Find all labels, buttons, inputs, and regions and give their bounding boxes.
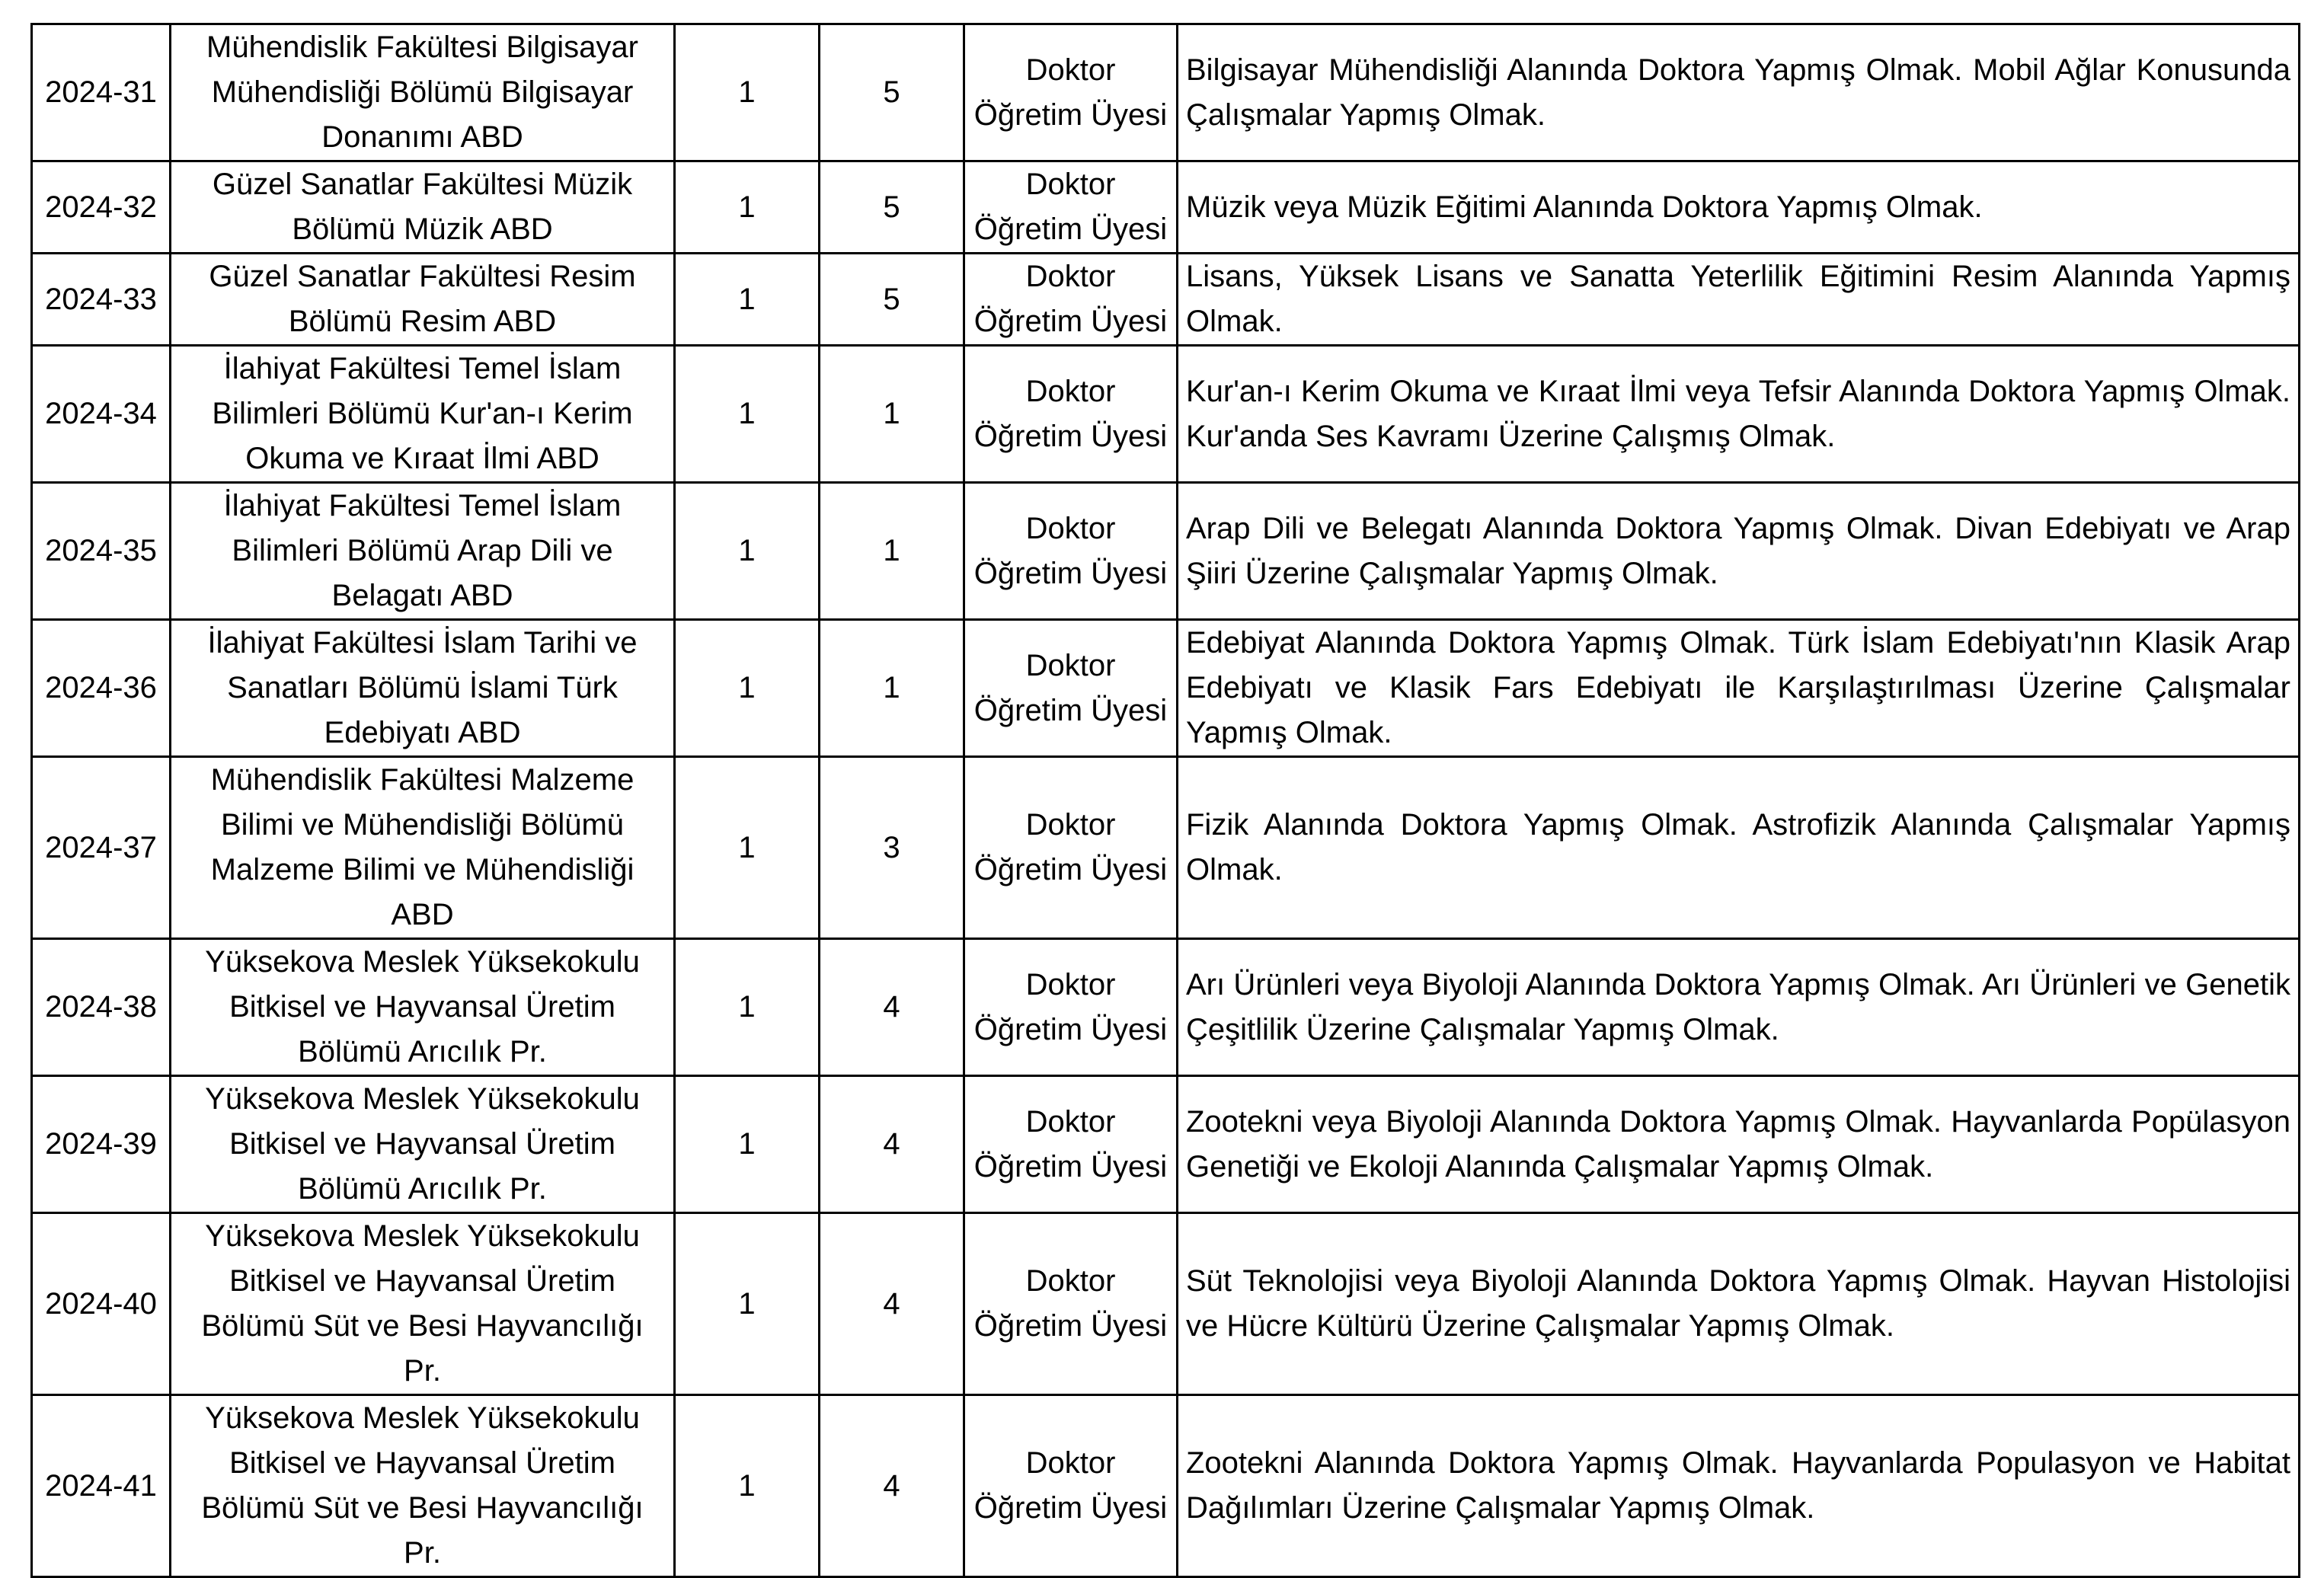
position-code: 2024-38 (32, 939, 171, 1076)
table-row (32, 24, 2300, 161)
position-degree: 4 (820, 1213, 964, 1395)
position-count: 1 (675, 1213, 820, 1395)
position-title: Doktor Öğretim Üyesi (964, 757, 1178, 939)
position-code: 2024-33 (32, 254, 171, 346)
position-title: Doktor Öğretim Üyesi (964, 24, 1178, 161)
position-count: 1 (675, 24, 820, 161)
position-title: Doktor Öğretim Üyesi (964, 483, 1178, 620)
unit-name: Mühendislik Fakültesi Malzeme Bilimi ve Mühendisliği Bölümü Malzeme Bilimi ve Mühendisliği ABD (171, 757, 675, 939)
position-degree: 5 (820, 254, 964, 346)
table-row (32, 254, 2300, 346)
position-degree: 1 (820, 483, 964, 620)
position-requirement: Lisans, Yüksek Lisans ve Sanatta Yeterlilik Eğitimini Resim Alanında Yapmış Olmak. (1178, 254, 2300, 346)
table-row (32, 620, 2300, 757)
position-title: Doktor Öğretim Üyesi (964, 620, 1178, 757)
position-requirement: Zootekni veya Biyoloji Alanında Doktora Yapmış Olmak. Hayvanlarda Popülasyon Genetiği ve Ekoloji Alanında Çalışmalar Yapmış Olmak. (1178, 1076, 2300, 1213)
position-count: 1 (675, 483, 820, 620)
unit-name: Yüksekova Meslek Yüksekokulu Bitkisel ve Hayvansal Üretim Bölümü Süt ve Besi Hayvancılığı Pr. (171, 1395, 675, 1577)
position-listing-table (30, 23, 2300, 1578)
position-count: 1 (675, 939, 820, 1076)
position-code: 2024-32 (32, 161, 171, 254)
table-row (32, 939, 2300, 1076)
position-requirement: Süt Teknolojisi veya Biyoloji Alanında Doktora Yapmış Olmak. Hayvan Histolojisi ve Hücre Kültürü Üzerine Çalışmalar Yapmış Olmak. (1178, 1213, 2300, 1395)
position-title: Doktor Öğretim Üyesi (964, 1395, 1178, 1577)
position-code: 2024-37 (32, 757, 171, 939)
unit-name: İlahiyat Fakültesi İslam Tarihi ve Sanatları Bölümü İslami Türk Edebiyatı ABD (171, 620, 675, 757)
position-requirement: Edebiyat Alanında Doktora Yapmış Olmak. Türk İslam Edebiyatı'nın Klasik Arap Edebiyatı ve Klasik Fars Edebiyatı ile Karşılaştırılması Üzerine Çalışmalar Yapmış Olmak. (1178, 620, 2300, 757)
position-count: 1 (675, 1395, 820, 1577)
position-code: 2024-35 (32, 483, 171, 620)
table-row (32, 161, 2300, 254)
position-degree: 5 (820, 161, 964, 254)
position-degree: 1 (820, 620, 964, 757)
position-title: Doktor Öğretim Üyesi (964, 346, 1178, 483)
position-count: 1 (675, 757, 820, 939)
position-degree: 4 (820, 1395, 964, 1577)
position-degree: 5 (820, 24, 964, 161)
position-title: Doktor Öğretim Üyesi (964, 161, 1178, 254)
table-row (32, 1213, 2300, 1395)
position-requirement: Arap Dili ve Belegatı Alanında Doktora Yapmış Olmak. Divan Edebiyatı ve Arap Şiiri Üzerine Çalışmalar Yapmış Olmak. (1178, 483, 2300, 620)
table-row (32, 1076, 2300, 1213)
position-code: 2024-40 (32, 1213, 171, 1395)
position-code: 2024-34 (32, 346, 171, 483)
table-row (32, 757, 2300, 939)
position-requirement: Müzik veya Müzik Eğitimi Alanında Doktora Yapmış Olmak. (1178, 161, 2300, 254)
unit-name: Güzel Sanatlar Fakültesi Müzik Bölümü Müzik ABD (171, 161, 675, 254)
position-title: Doktor Öğretim Üyesi (964, 939, 1178, 1076)
position-degree: 4 (820, 939, 964, 1076)
unit-name: İlahiyat Fakültesi Temel İslam Bilimleri Bölümü Kur'an-ı Kerim Okuma ve Kıraat İlmi ABD (171, 346, 675, 483)
unit-name: Yüksekova Meslek Yüksekokulu Bitkisel ve Hayvansal Üretim Bölümü Arıcılık Pr. (171, 939, 675, 1076)
position-requirement: Arı Ürünleri veya Biyoloji Alanında Doktora Yapmış Olmak. Arı Ürünleri ve Genetik Çeşitlilik Üzerine Çalışmalar Yapmış Olmak. (1178, 939, 2300, 1076)
position-degree: 1 (820, 346, 964, 483)
position-title: Doktor Öğretim Üyesi (964, 1213, 1178, 1395)
position-count: 1 (675, 1076, 820, 1213)
unit-name: Güzel Sanatlar Fakültesi Resim Bölümü Resim ABD (171, 254, 675, 346)
unit-name: İlahiyat Fakültesi Temel İslam Bilimleri Bölümü Arap Dili ve Belagatı ABD (171, 483, 675, 620)
position-title: Doktor Öğretim Üyesi (964, 254, 1178, 346)
unit-name: Yüksekova Meslek Yüksekokulu Bitkisel ve Hayvansal Üretim Bölümü Süt ve Besi Hayvancılığı Pr. (171, 1213, 675, 1395)
position-count: 1 (675, 254, 820, 346)
unit-name: Mühendislik Fakültesi Bilgisayar Mühendisliği Bölümü Bilgisayar Donanımı ABD (171, 24, 675, 161)
table-row (32, 1395, 2300, 1577)
table-row (32, 346, 2300, 483)
position-code: 2024-31 (32, 24, 171, 161)
position-count: 1 (675, 161, 820, 254)
position-requirement: Fizik Alanında Doktora Yapmış Olmak. Astrofizik Alanında Çalışmalar Yapmış Olmak. (1178, 757, 2300, 939)
position-requirement: Zootekni Alanında Doktora Yapmış Olmak. Hayvanlarda Populasyon ve Habitat Dağılımları Üzerine Çalışmalar Yapmış Olmak. (1178, 1395, 2300, 1577)
position-degree: 4 (820, 1076, 964, 1213)
position-count: 1 (675, 346, 820, 483)
position-degree: 3 (820, 757, 964, 939)
table-row (32, 483, 2300, 620)
position-requirement: Bilgisayar Mühendisliği Alanında Doktora Yapmış Olmak. Mobil Ağlar Konusunda Çalışmalar Yapmış Olmak. (1178, 24, 2300, 161)
position-count: 1 (675, 620, 820, 757)
unit-name: Yüksekova Meslek Yüksekokulu Bitkisel ve Hayvansal Üretim Bölümü Arıcılık Pr. (171, 1076, 675, 1213)
position-code: 2024-41 (32, 1395, 171, 1577)
position-code: 2024-36 (32, 620, 171, 757)
position-requirement: Kur'an-ı Kerim Okuma ve Kıraat İlmi veya Tefsir Alanında Doktora Yapmış Olmak. Kur'anda Ses Kavramı Üzerine Çalışmış Olmak. (1178, 346, 2300, 483)
position-title: Doktor Öğretim Üyesi (964, 1076, 1178, 1213)
position-code: 2024-39 (32, 1076, 171, 1213)
